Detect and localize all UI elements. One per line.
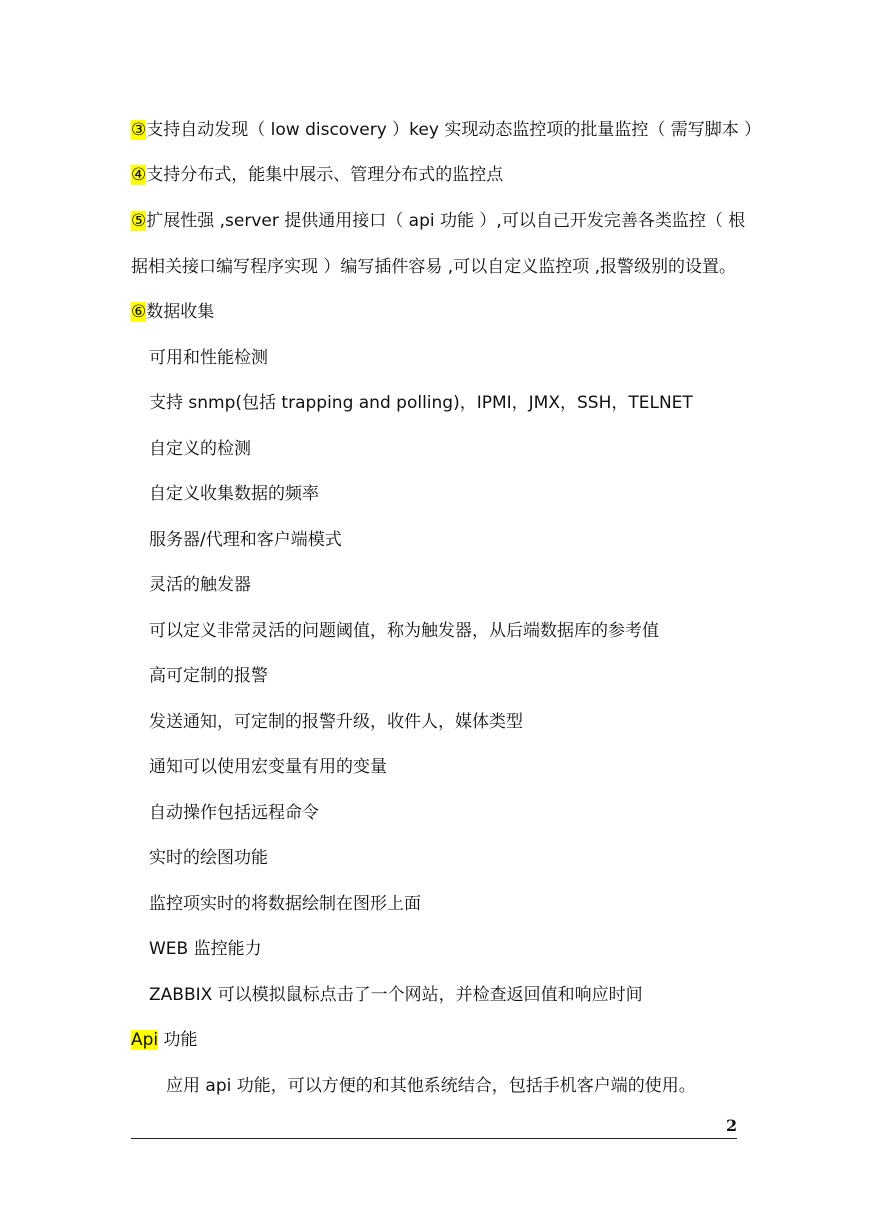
- feature-line: 自定义收集数据的频率: [149, 484, 319, 504]
- feature-line: 灵活的触发器: [149, 575, 251, 595]
- item-5: [131, 210, 745, 232]
- feature-line: 服务器/代理和客户端模式: [149, 530, 342, 550]
- feature-line: WEB 监控能力: [149, 939, 262, 959]
- item-5-continued: [131, 256, 736, 278]
- item-5-text-2: 据相关接口编写程序实现 ）编写插件容易 ,可以自定义监控项 ,报警级别的设置。: [131, 257, 737, 277]
- feature-line: 自动操作包括远程命令: [149, 803, 319, 823]
- item-6-text: 数据收集: [146, 302, 215, 322]
- page-number: 2: [726, 1116, 738, 1135]
- feature-line: 可以定义非常灵活的问题阈值，称为触发器，从后端数据库的参考值: [149, 621, 659, 641]
- feature-line: 通知可以使用宏变量有用的变量: [149, 757, 387, 777]
- marker-6: ⑥: [131, 302, 147, 322]
- feature-line: ZABBIX 可以模拟鼠标点击了一个网站，并检查返回值和响应时间: [149, 985, 643, 1005]
- api-heading: [131, 1029, 198, 1051]
- feature-line: 高可定制的报警: [149, 666, 268, 686]
- feature-line: 支持 snmp(包括 trapping and polling)，IPMI，JMX，SSH，TELNET: [149, 393, 693, 413]
- marker-3: ③: [131, 120, 147, 140]
- api-description: 应用 api 功能，可以方便的和其他系统结合，包括手机客户端的使用。: [166, 1076, 696, 1096]
- api-label: Api: [131, 1030, 159, 1050]
- feature-line: 实时的绘图功能: [149, 848, 268, 868]
- marker-5: ⑤: [131, 211, 147, 231]
- footer-rule: [131, 1138, 737, 1139]
- item-6: [131, 301, 214, 323]
- item-5-text: 扩展性强 ,server 提供通用接口（ api 功能 ）,可以自己开发完善各类监控（ 根: [146, 211, 746, 231]
- feature-line: 自定义的检测: [149, 439, 251, 459]
- item-4: [131, 164, 503, 186]
- item-4-text: 支持分布式，能集中展示、管理分布式的监控点: [146, 165, 504, 185]
- item-3-text: 支持自动发现（ low discovery ）key 实现动态监控项的批量监控（ 需写脚本 ）: [146, 120, 762, 140]
- feature-line: 发送通知，可定制的报警升级，收件人，媒体类型: [149, 712, 523, 732]
- feature-line: 可用和性能检测: [149, 348, 268, 368]
- api-suffix: 功能: [158, 1030, 198, 1050]
- feature-line: 监控项实时的将数据绘制在图形上面: [149, 894, 421, 914]
- item-3: [131, 119, 761, 141]
- marker-4: ④: [131, 165, 147, 185]
